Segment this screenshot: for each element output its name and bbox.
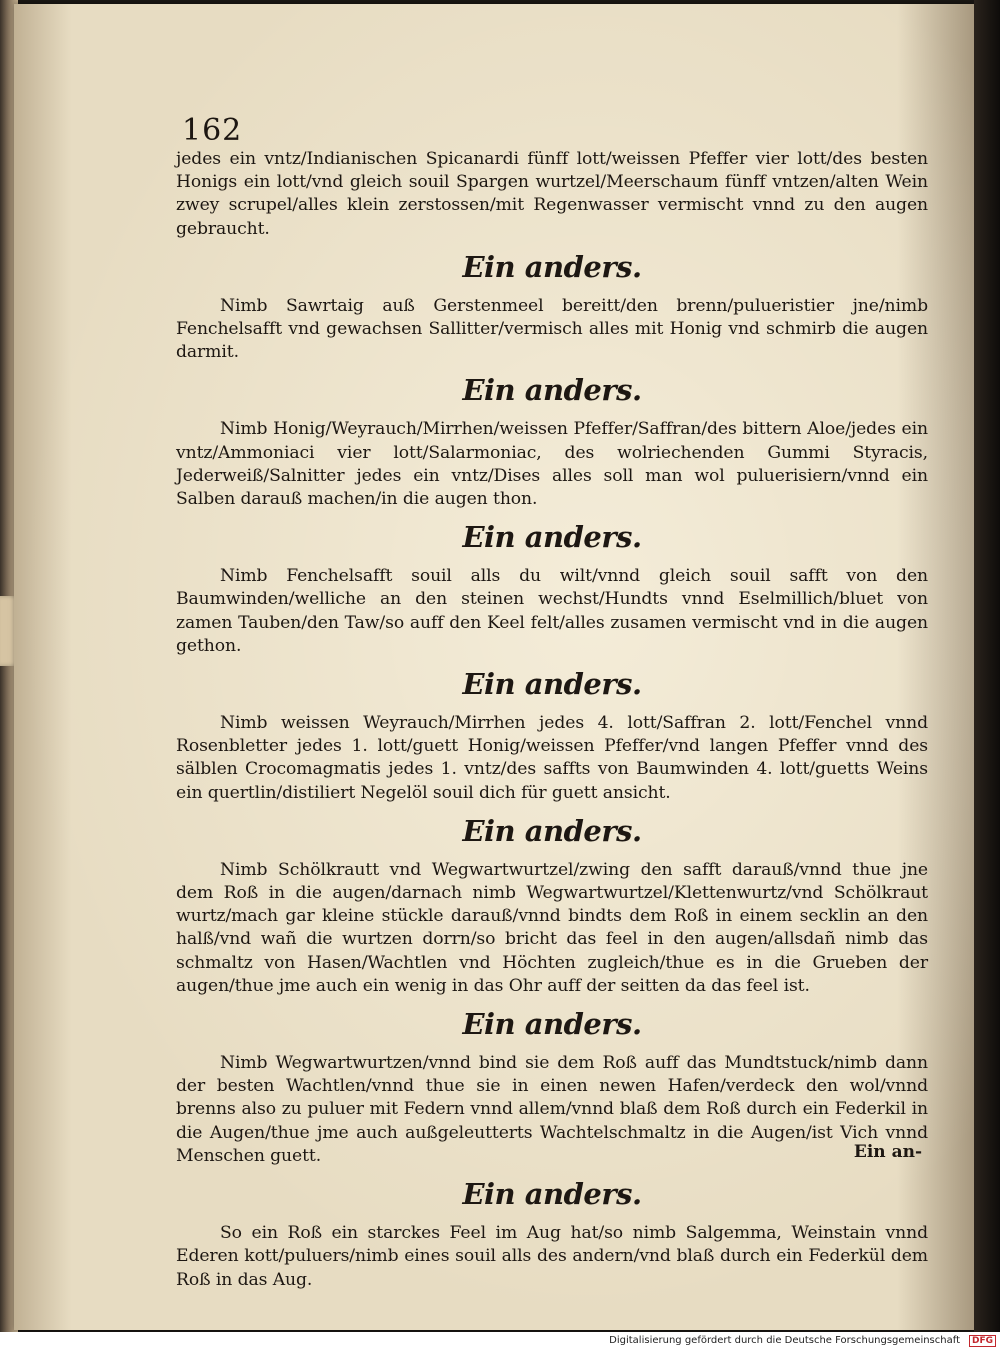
section-heading-6: Ein anders. xyxy=(462,1007,642,1042)
paragraph-4: Nimb Fenchelsafft souil alls du wilt/vnnd gleich souil safft von den Baumwinden/welliche an den steinen wechst/Hundts vnnd Eselmillich/bluet von zamen Tauben/den Taw/so auff den Keel felt/alles zusamen vermischt vnd in die augen gethon. xyxy=(176,566,928,656)
section-heading-1: Ein anders. xyxy=(462,249,642,284)
paragraph-7: Nimb Wegwartwurtzen/vnnd bind sie dem Roß auff das Mundtstuck/nimb dann der besten Wachtlen/vnnd thue sie in einen newen Hafen/verdeck den wol/vnnd brenns also zu puluer mit Federn vnnd allem/vnnd blaß dem Roß durch ein Federkil in die Augen/thue jme auch außgeleutterts Wachtelschmaltz in die Augen/ist Vich vnnd Menschen guett. xyxy=(176,1053,928,1166)
section-heading-4: Ein anders. xyxy=(462,667,642,702)
paragraph-8: So ein Roß ein starckes Feel im Aug hat/so nimb Salgemma, Weinstain vnnd Ederen kott/puluers/nimb eines souil alls des andern/vnd blaß durch ein Federkül dem Roß in das Aug. xyxy=(176,1223,928,1290)
paragraph-5: Nimb weissen Weyrauch/Mirrhen jedes 4. lott/Saffran 2. lott/Fenchel vnnd Rosenbletter jedes 1. lott/guett Honig/weissen Pfeffer/vnd langen Pfeffer vnnd des sälblen Crocomagmatis jedes 1. vntz/des saffts von Baumwinden 4. lott/guetts Weins ein quertlin/distiliert Negelöl souil dich für guett ansicht. xyxy=(176,713,928,803)
footer-bar xyxy=(0,1332,1000,1349)
page-number: 162 xyxy=(182,113,243,148)
book-page xyxy=(14,4,974,1330)
page-gutter-shadow xyxy=(974,0,1000,1332)
section-heading-7: Ein anders. xyxy=(462,1177,642,1212)
section-heading-5: Ein anders. xyxy=(462,813,642,848)
paragraph-2: Nimb Sawrtaig auß Gerstenmeel bereitt/den brenn/pulueristier jne/nimb Fenchelsafft vnd gewachsen Sallitter/vermisch alles mit Honig vnd schmirb die augen darmit. xyxy=(176,295,928,363)
catchword: Ein an- xyxy=(853,1142,922,1162)
dfg-logo: DFG xyxy=(969,1335,996,1347)
paragraph-3: Nimb Honig/Weyrauch/Mirrhen/weissen Pfeffer/Saffran/des bittern Aloe/jedes ein vntz/Ammoniaci vier lott/Salarmoniac, des wolriechenden Gummi Styracis, Jederweiß/Salnitter jedes ein vntz/Dises alles soll man wol puluerisiern/vnnd ein Salben darauß machen/in die augen thon. xyxy=(176,419,928,510)
section-heading-2: Ein anders. xyxy=(462,373,642,408)
page-content xyxy=(176,113,928,1290)
paragraph-6: Nimb Schölkrautt vnd Wegwartwurtzel/zwing den safft darauß/vnnd thue jne dem Roß in die augen/darnach nimb Wegwartwurtzel/Klettenwurtz/vnd Schölkraut wurtz/mach gar kleine stückle darauß/vnnd bindts dem Roß in einem secklin an den halß/vnd wañ die wurtzen dorrn/so bricht das feel in den augen/allsdañ nimb das schmaltz von Hasen/Wachtlen vnd Höchten zugleich/thue es in die Grueben der augen/thue jme auch ein wenig in das Ohr auff der seitten da das feel ist. xyxy=(176,859,928,996)
funding-notice: Digitalisierung gefördert durch die Deutsche Forschungsgemeinschaft xyxy=(609,1335,960,1346)
section-heading-3: Ein anders. xyxy=(462,520,642,555)
paragraph-1: jedes ein vntz/Indianischen Spicanardi fünff lott/weissen Pfeffer vier lott/des besten Honigs ein lott/vnd gleich souil Spargen wurtzel/Meerschaum fünff vntzen/alten Wein zwey scrupel/alles klein zerstossen/mit Regenwasser vermischt vnnd zu den augen gebraucht. xyxy=(176,149,928,239)
